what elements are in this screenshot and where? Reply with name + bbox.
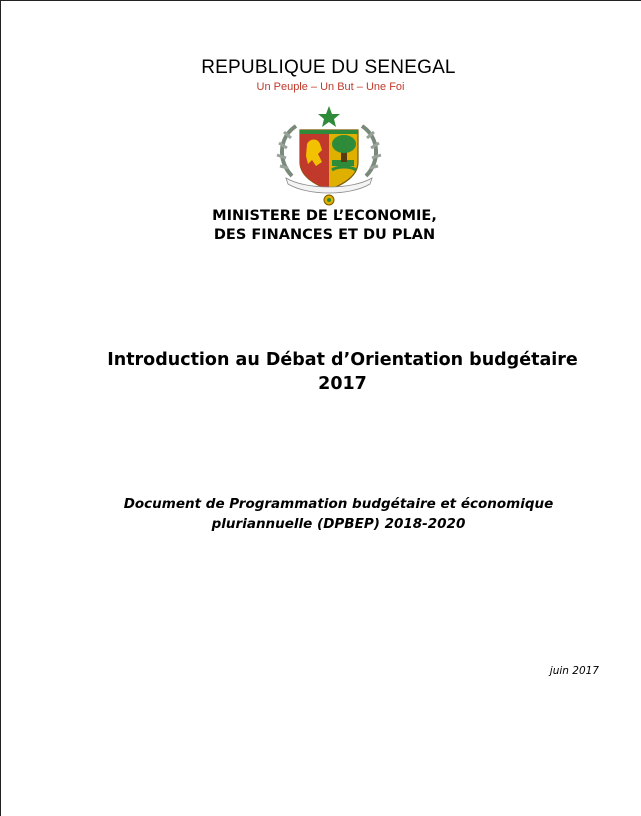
ministry-name bbox=[4, 207, 641, 245]
title-line-2: 2017 bbox=[318, 374, 367, 394]
coat-of-arms-emblem bbox=[262, 104, 396, 208]
title-line-1: Introduction au Débat d’Orientation budgétaire bbox=[107, 350, 578, 370]
document-title bbox=[22, 348, 641, 396]
national-motto: Un Peuple – Un But – Une Foi bbox=[256, 81, 405, 93]
subtitle-line-1: Document de Programmation budgétaire et économique bbox=[123, 496, 554, 512]
subtitle-line-2: pluriannuelle (DPBEP) 2018-2020 bbox=[211, 516, 466, 532]
star-icon bbox=[318, 106, 340, 127]
ministry-line-2: DES FINANCES ET DU PLAN bbox=[213, 227, 436, 243]
republic-title: REPUBLIQUE DU SENEGAL bbox=[201, 57, 456, 78]
ministry-line-1: MINISTERE DE L’ECONOMIE, bbox=[212, 208, 437, 224]
publication-date: juin 2017 bbox=[549, 665, 599, 677]
document-subtitle bbox=[18, 494, 641, 534]
